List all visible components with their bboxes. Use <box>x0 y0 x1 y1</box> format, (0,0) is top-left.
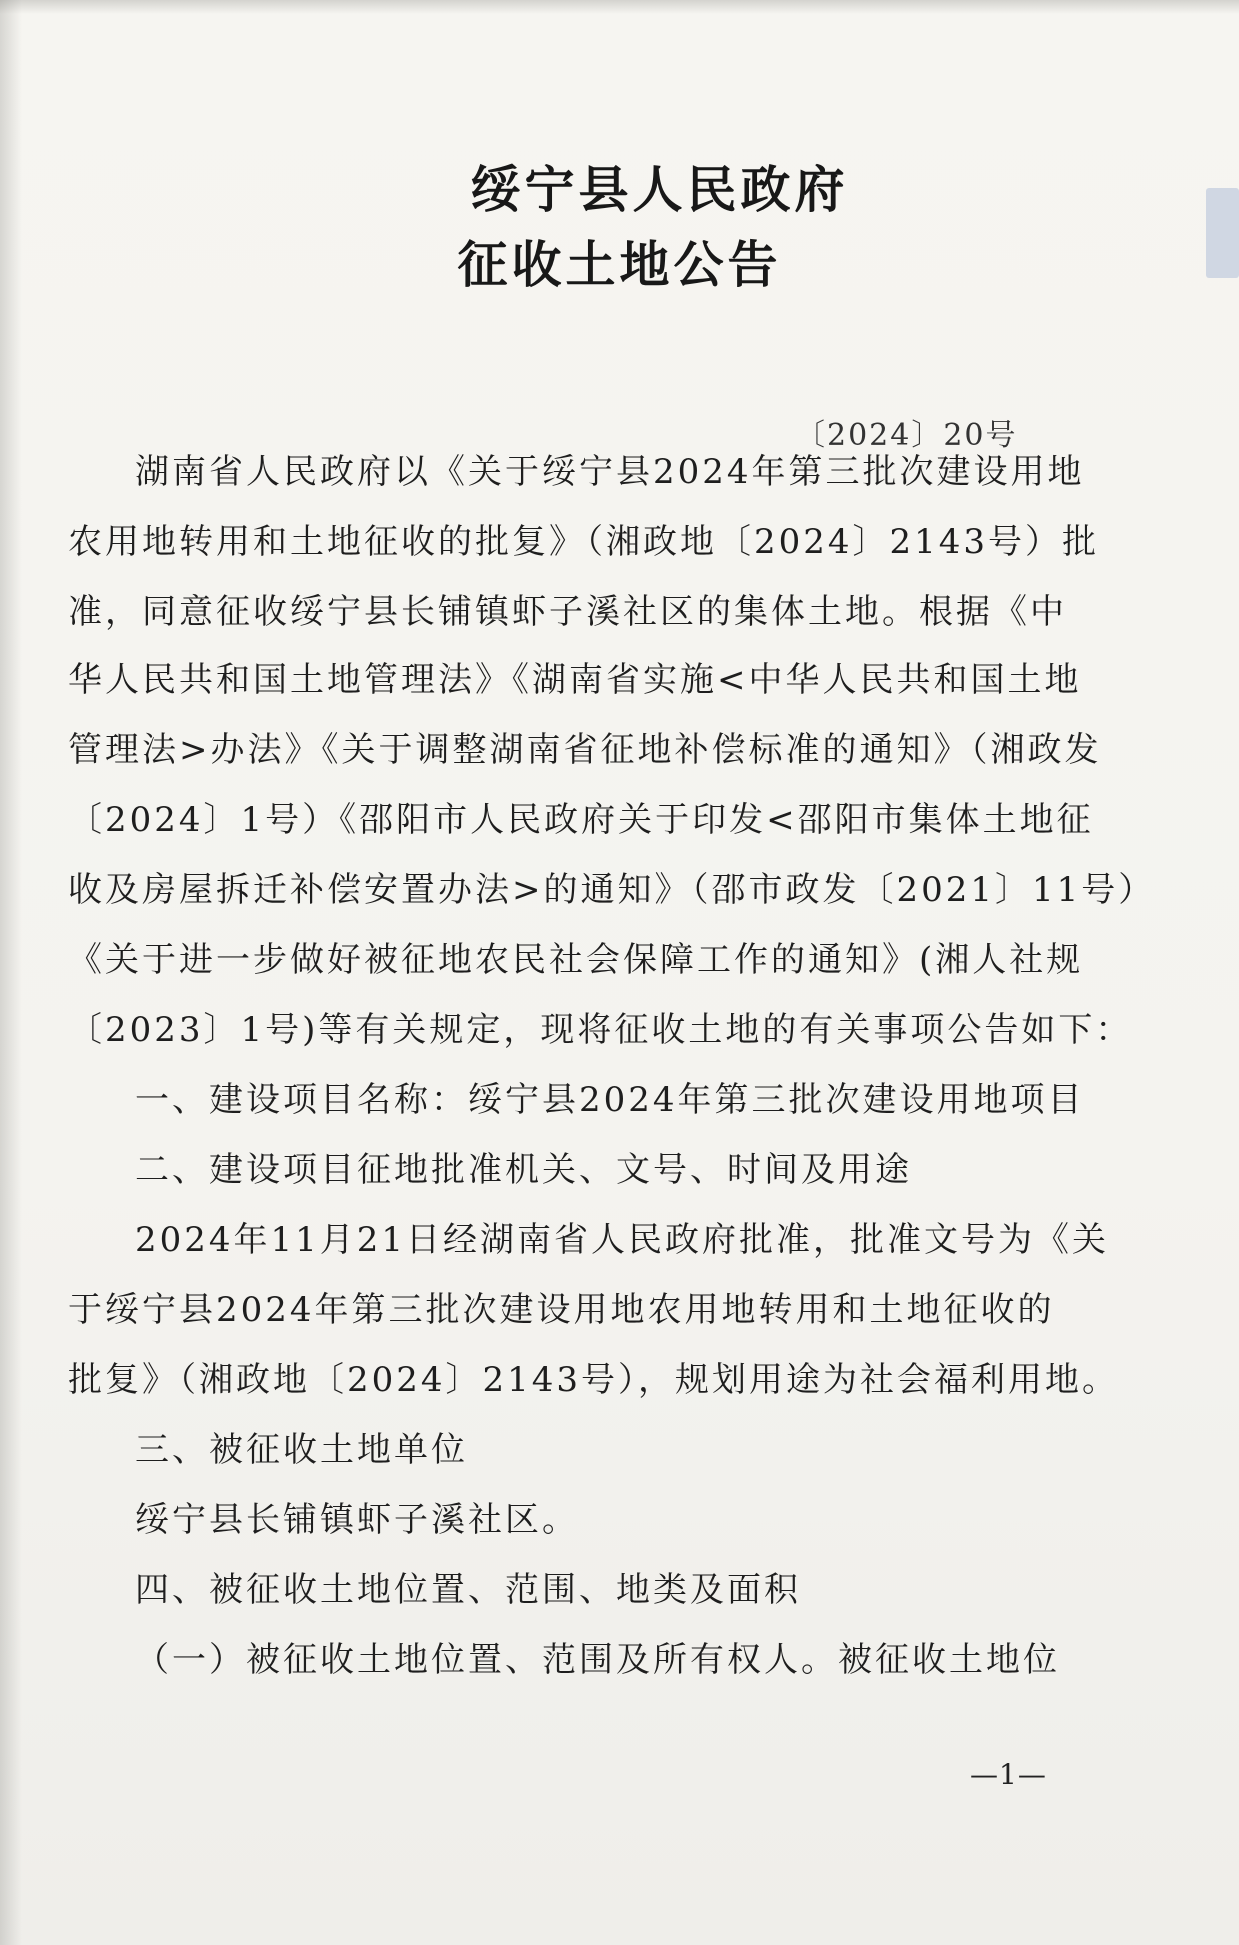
title-line-1: 绥宁县人民政府 <box>470 160 849 219</box>
body-line: （一）被征收土地位置、范围及所有权人。被征收土地位 <box>135 1640 1060 1680</box>
section-heading: 三、被征收土地单位 <box>135 1430 468 1470</box>
section-heading: 四、被征收土地位置、范围、地类及面积 <box>135 1570 801 1610</box>
body-line: 准，同意征收绥宁县长铺镇虾子溪社区的集体土地。根据《中 <box>68 592 1067 632</box>
body-line: 管理法>办法》《关于调整湖南省征地补偿标准的通知》（湘政发 <box>68 730 1102 770</box>
body-line: 批复》（湘政地〔2024〕2143号），规划用途为社会福利用地。 <box>68 1360 1120 1400</box>
document-number: 〔2024〕20号 <box>795 418 1018 453</box>
scan-top-shadow <box>0 0 1239 14</box>
body-line: 于绥宁县2024年第三批次建设用地农用地转用和土地征收的 <box>68 1290 1055 1330</box>
body-line: 农用地转用和土地征收的批复》（湘政地〔2024〕2143号）批 <box>68 522 1100 562</box>
title-line-2: 征收土地公告 <box>457 235 782 294</box>
body-line: 〔2023〕1号)等有关规定，现将征收土地的有关事项公告如下： <box>68 1010 1133 1050</box>
section-heading: 一、建设项目名称：绥宁县2024年第三批次建设用地项目 <box>135 1080 1085 1120</box>
section-heading: 二、建设项目征地批准机关、文号、时间及用途 <box>135 1150 912 1190</box>
body-line: 湖南省人民政府以《关于绥宁县2024年第三批次建设用地 <box>135 452 1085 492</box>
body-line: 《关于进一步做好被征地农民社会保障工作的通知》(湘人社规 <box>68 940 1084 980</box>
page-number: —1— <box>970 1758 1047 1791</box>
body-line: 〔2024〕1号）《邵阳市人民政府关于印发<邵阳市集体土地征 <box>68 800 1094 840</box>
body-line: 华人民共和国土地管理法》《湖南省实施<中华人民共和国土地 <box>68 660 1082 700</box>
body-line: 收及房屋拆迁补偿安置办法>的通知》（邵市政发〔2021〕11号） <box>68 870 1156 910</box>
body-line: 绥宁县长铺镇虾子溪社区。 <box>135 1500 579 1540</box>
body-line: 2024年11月21日经湖南省人民政府批准，批准文号为《关 <box>135 1220 1110 1260</box>
